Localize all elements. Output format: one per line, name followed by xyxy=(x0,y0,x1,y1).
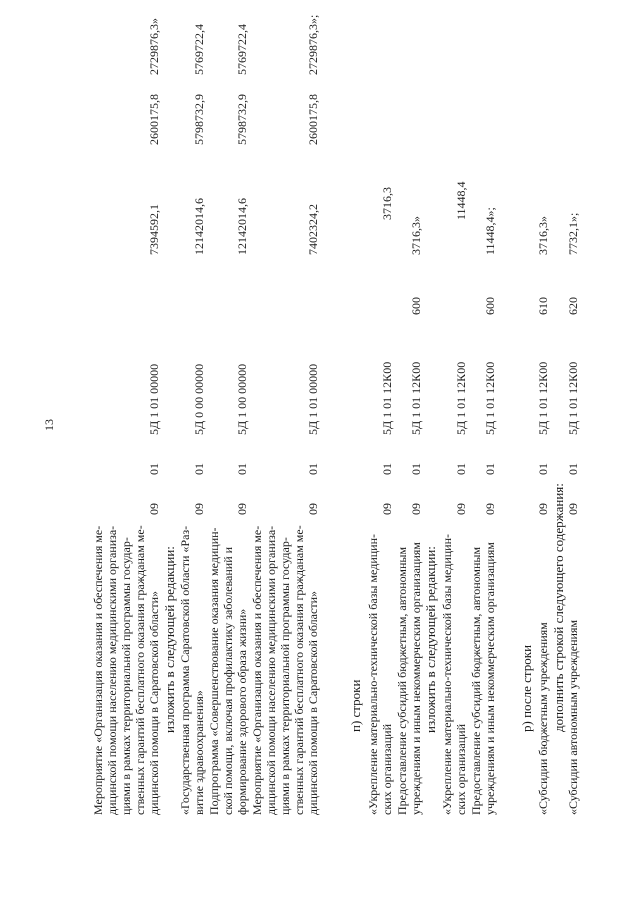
text-line: «Субсидии автономным учреждениям xyxy=(566,619,580,815)
cell-code: 5Д 1 01 12К00 xyxy=(409,361,423,435)
cell-code: 01 xyxy=(483,463,497,475)
text-line: Мероприятие «Организация оказания и обеспечения ме- xyxy=(91,525,105,815)
text-line: дицинской помощи населению медицинскими организа- xyxy=(264,525,278,815)
text-line: учреждениям и иным некоммерческим организациям xyxy=(409,542,423,815)
cell-code: 5Д 1 01 12К00 xyxy=(454,361,468,435)
cell-code: 5Д 1 01 12К00 xyxy=(536,361,550,435)
section-heading: дополнить строкой следующего содержания: xyxy=(551,483,566,732)
cell-code: 09 xyxy=(147,503,161,515)
cell-code: 5Д 1 00 00000 xyxy=(235,363,249,435)
cell-code: 610 xyxy=(536,297,550,315)
text-line: «Укрепление материально-технической базы медицин- xyxy=(440,533,454,815)
cell-value: 12142014,6 xyxy=(235,198,249,255)
cell-value: 3716,3 xyxy=(380,187,394,220)
cell-code: 01 xyxy=(192,463,206,475)
cell-code: 5Д 1 01 00000 xyxy=(147,363,161,435)
cell-value: 7732,1»; xyxy=(566,212,580,255)
text-line: ской помощи, включая профилактику заболеваний и xyxy=(221,546,235,815)
text-line: Подпрограмма «Совершенствование оказания медицин- xyxy=(207,527,221,815)
cell-code: 09 xyxy=(454,503,468,515)
cell-code: 5Д 1 01 00000 xyxy=(306,363,320,435)
text-line: Предоставление субсидий бюджетным, автономным xyxy=(469,546,483,815)
text-line: ских организаций xyxy=(454,723,468,815)
text-line: «Субсидии бюджетным учреждениям xyxy=(536,622,550,815)
section-heading: р) после строки xyxy=(519,644,534,732)
cell-value: 5798732,9 xyxy=(192,94,206,145)
section-heading: изложить в следующей редакции: xyxy=(423,546,438,733)
cell-value: 2729876,3»; xyxy=(306,14,320,75)
cell-code: 5Д 1 01 12К00 xyxy=(566,361,580,435)
cell-value: 12142014,6 xyxy=(192,198,206,255)
text-line: ственных гарантий бесплатного оказания гражданам ме- xyxy=(133,525,147,815)
cell-code: 01 xyxy=(409,463,423,475)
cell-code: 09 xyxy=(380,503,394,515)
cell-code: 01 xyxy=(147,463,161,475)
cell-value: 5769722,4 xyxy=(235,24,249,75)
text-line: ских организаций xyxy=(380,723,394,815)
cell-value: 11448,4»; xyxy=(483,207,497,255)
cell-value: 7394592,1 xyxy=(147,204,161,255)
text-line: «Укрепление материально-технической базы медицин- xyxy=(366,533,380,815)
section-heading: изложить в следующей редакции: xyxy=(162,546,177,733)
text-line: циями в рамках территориальной программы государ- xyxy=(278,537,292,815)
cell-code: 09 xyxy=(235,503,249,515)
cell-value: 5798732,9 xyxy=(235,94,249,145)
text-line: ственных гарантий бесплатного оказания гражданам ме- xyxy=(292,525,306,815)
cell-value: 7402324,2 xyxy=(306,204,320,255)
cell-value: 2600175,8 xyxy=(306,94,320,145)
cell-code: 01 xyxy=(536,463,550,475)
cell-code: 01 xyxy=(306,463,320,475)
cell-value: 3716,3» xyxy=(409,216,423,255)
cell-code: 5Д 1 01 12К00 xyxy=(380,361,394,435)
cell-code: 620 xyxy=(566,297,580,315)
cell-code: 01 xyxy=(380,463,394,475)
text-line: дицинской помощи в Саратовской области» xyxy=(306,591,320,815)
cell-value: 2600175,8 xyxy=(147,94,161,145)
page-number: 13 xyxy=(42,419,56,431)
cell-code: 600 xyxy=(483,297,497,315)
cell-code: 09 xyxy=(306,503,320,515)
text-line: дицинской помощи в Саратовской области» xyxy=(147,591,161,815)
cell-code: 09 xyxy=(536,503,550,515)
cell-code: 5Д 1 01 12К00 xyxy=(483,361,497,435)
section-heading: п) строки xyxy=(348,679,363,732)
cell-value: 11448,4 xyxy=(454,181,468,220)
cell-code: 01 xyxy=(454,463,468,475)
cell-value: 2729876,3» xyxy=(147,18,161,75)
text-line: Предоставление субсидий бюджетным, автономным xyxy=(395,546,409,815)
cell-code: 09 xyxy=(566,503,580,515)
text-line: учреждениям и иным некоммерческим организациям xyxy=(483,542,497,815)
cell-code: 09 xyxy=(409,503,423,515)
cell-code: 5Д 0 00 00000 xyxy=(192,363,206,435)
cell-value: 5769722,4 xyxy=(192,24,206,75)
text-line: формирование здорового образа жизни» xyxy=(235,608,249,815)
text-line: «Государственная программа Саратовской области «Раз- xyxy=(178,525,192,815)
cell-code: 01 xyxy=(566,463,580,475)
text-line: витие здравоохранения» xyxy=(192,690,206,815)
text-line: дицинской помощи населению медицинскими организа- xyxy=(105,525,119,815)
cell-code: 09 xyxy=(192,503,206,515)
cell-code: 600 xyxy=(409,297,423,315)
cell-code: 09 xyxy=(483,503,497,515)
text-line: Мероприятие «Организация оказания и обеспечения ме- xyxy=(250,525,264,815)
cell-code: 01 xyxy=(235,463,249,475)
text-line: циями в рамках территориальной программы государ- xyxy=(119,537,133,815)
cell-value: 3716,3» xyxy=(536,216,550,255)
